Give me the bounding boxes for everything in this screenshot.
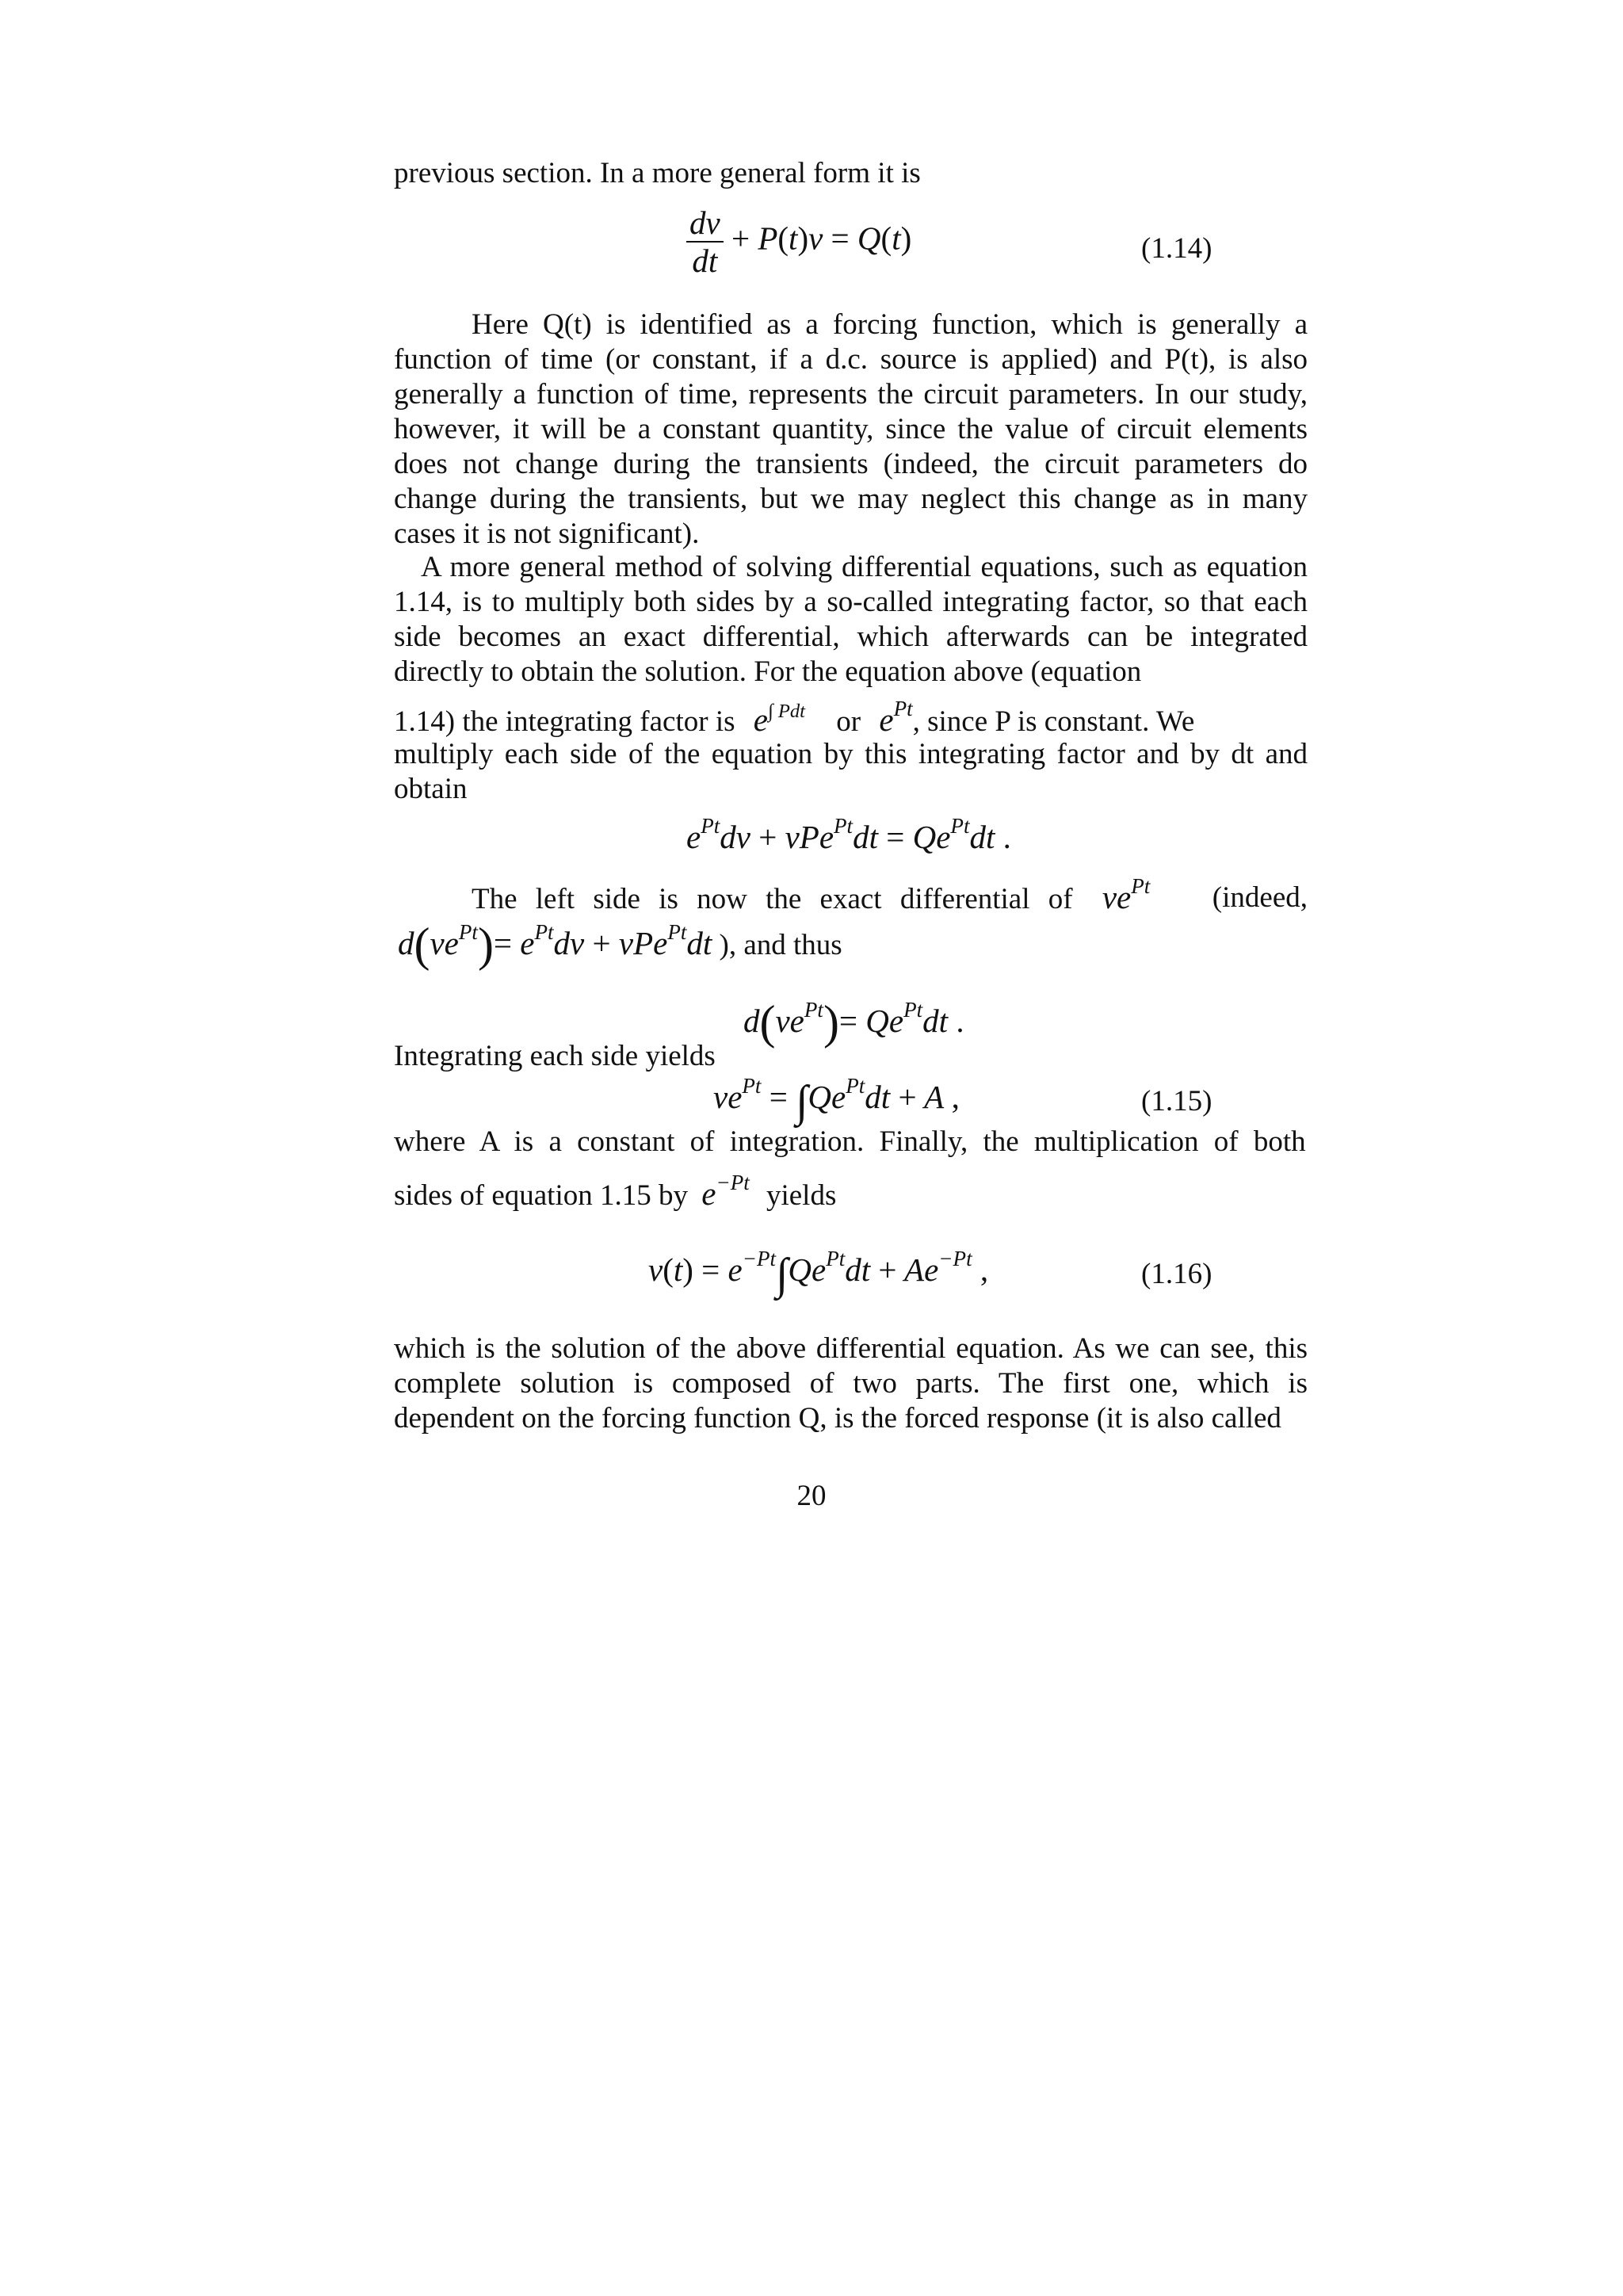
factor-exp-integral: $e^{\int Pdt}$: [753, 700, 806, 738]
yields-text: yields: [766, 1179, 837, 1212]
or-word: or: [836, 705, 861, 738]
exact-differential-text: The left side is now the exact differential of: [472, 883, 1073, 915]
page-number: 20: [796, 1480, 827, 1512]
factor-exp-pt: $e^{Pt}$: [879, 697, 913, 738]
constant-text: where A is a constant of integration. Finally, the multiplication of both: [394, 1125, 1306, 1158]
differential-identity-line: [398, 919, 1312, 971]
exact-differential-line: [394, 874, 1308, 919]
equation-number-1-14: (1.14): [1141, 232, 1212, 265]
equation-1-14: $\frac{dv}{dt}$ + P(t)v = Q(t): [686, 204, 911, 279]
differential-identity: $d(ve^{Pt})= e^{Pt}dv + vPe^{Pt}dt$: [398, 919, 712, 971]
fraction-dv-dt: $\frac{dv}{dt}$: [686, 204, 724, 279]
multiplication-prefix: sides of equation 1.15 by: [394, 1179, 688, 1212]
integrating-line: [394, 1038, 1308, 1074]
integrating-text: Integrating each side yields: [394, 1040, 716, 1072]
multiplication-line: [394, 1171, 1308, 1216]
equation-1-16: $v(t) = e^{-Pt}\int Qe^{Pt}dt + Ae^{-Pt}$ ,: [648, 1247, 989, 1299]
since-text: , since P is constant. We: [912, 705, 1195, 738]
and-thus-text: ), and thus: [719, 929, 842, 961]
paragraph-solution: which is the solution of the above differential equation. As we can see, this complete solution is composed of two parts. The first one, which is dependent on the forcing function Q, is the forced response (it is also called: [394, 1332, 1308, 1435]
constant-line: [394, 1124, 1308, 1159]
intro-line: [394, 155, 1308, 191]
paragraph-integrating-factor: A more general method of solving differential equations, such as equation 1.14, is to multiply both sides by a so-called integrating factor, so that each side becomes an exact differential, which afterwards can be integrated directly to obtain the solution. For the equation above (equation: [394, 551, 1308, 688]
multiply-line: multiply each side of the equation by this integrating factor and by dt and obtain: [394, 738, 1308, 805]
equation-differential: $d(ve^{Pt})= Qe^{Pt}dt$ .: [743, 996, 964, 1049]
indeed-text: (indeed,: [1212, 881, 1308, 914]
equation-exact-form: $e^{Pt}dv + vPe^{Pt}dt = Qe^{Pt}dt$ .: [686, 814, 1011, 855]
equation-1-15: $ve^{Pt} = \int Qe^{Pt}dt + A$ ,: [713, 1074, 960, 1126]
expr-e-minus-pt: $e^{-Pt}$: [701, 1171, 750, 1212]
equation-number-1-15: (1.15): [1141, 1085, 1212, 1117]
equation-number-1-16: (1.16): [1141, 1258, 1212, 1290]
paragraph-forcing-function: Here Q(t) is identified as a forcing function, which is generally a function of time (or constant, if a d.c. source is applied) and P(t), is also generally a function of time, represents the circuit parameters. In our study, however, it will be a constant quantity, since the value of circuit elements does not change during the transients (indeed, the circuit parameters do change during the transients, but we may neglect this change as in many cases it is not significant).: [394, 308, 1308, 550]
intro-text: previous section. In a more general form it is: [394, 157, 921, 189]
expr-ve-pt: $ve^{Pt}$: [1102, 874, 1151, 915]
integrating-factor-prefix: 1.14) the integrating factor is: [394, 705, 735, 738]
